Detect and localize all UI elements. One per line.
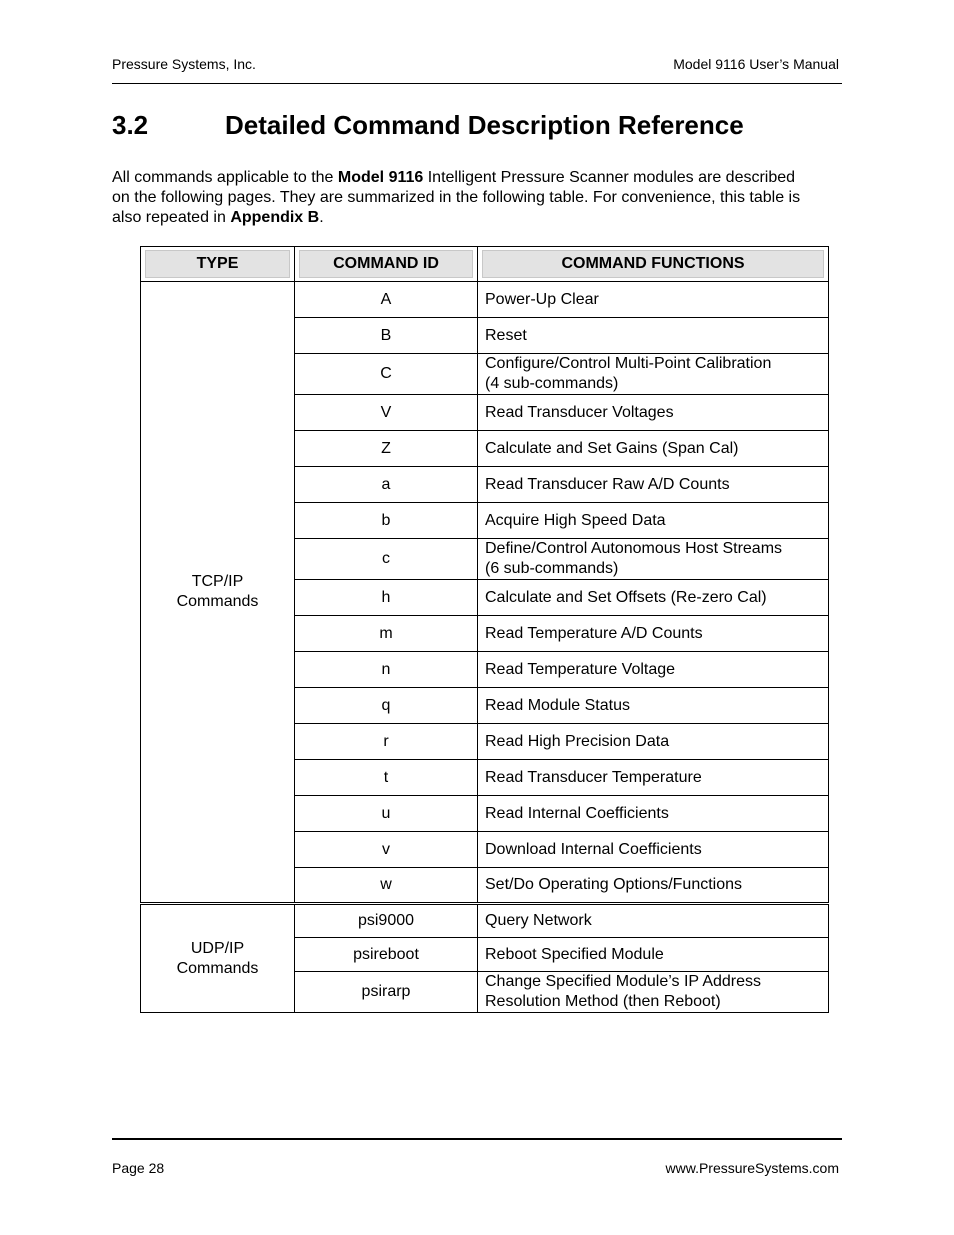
command-id-cell: t [295,760,478,796]
command-id-cell: v [295,832,478,868]
header-rule [112,83,842,84]
udp-type-cell [141,904,295,1013]
command-id-cell: m [295,616,478,652]
command-function-text: Acquire High Speed Data [485,511,666,529]
command-id-cell: h [295,580,478,616]
command-function-cell [478,652,829,688]
intro-text-1: All commands applicable to the [112,169,338,186]
command-function-text: Download Internal Coefficients [485,840,702,858]
command-function-cell [478,580,829,616]
command-function-cell [478,354,829,395]
intro-text-2: Intelligent Pressure Scanner modules are described on the following pages. They are summarized in the following table. For convenience, this table is also repeated in [112,169,801,226]
command-id-cell: Z [295,431,478,467]
section-title: Detailed Command Description Reference [225,110,744,140]
command-function-cell [478,760,829,796]
command-function-text: Read Transducer Temperature [485,768,702,786]
command-function-cell [478,318,829,354]
command-function-cell [478,688,829,724]
command-id-cell: q [295,688,478,724]
udp-type-label: UDP/IP [190,939,245,957]
command-function-text: Query Network [485,912,592,929]
command-id-cell: B [295,318,478,354]
table-header-row [141,247,829,282]
command-function-cell [478,503,829,539]
footer-website: www.PressureSystems.com [665,1160,839,1176]
command-function-cell [478,616,829,652]
header-manual-title: Model 9116 User’s Manual [673,56,839,72]
udp-type-label-2: Commands [176,959,259,977]
command-function-cell [478,431,829,467]
col-header-command-functions: COMMAND FUNCTIONS [478,247,829,282]
command-id-cell: V [295,395,478,431]
command-function-cell [478,395,829,431]
footer-page-number: Page 28 [112,1160,165,1176]
command-function-text: Read High Precision Data [485,732,670,750]
command-function-text: Calculate and Set Offsets (Re-zero Cal) [485,588,767,606]
command-function-text: Change Specified Module’s IP Address [485,973,762,990]
command-id-cell: psirarp [295,972,478,1013]
command-function-text-2: (6 sub-commands) [485,560,619,577]
command-function-cell [478,724,829,760]
col-header-type: TYPE [141,247,295,282]
command-function-cell [478,972,829,1013]
command-function-cell [478,796,829,832]
section-number: 3.2 [112,110,149,140]
command-function-text: Read Temperature Voltage [485,660,676,678]
command-function-text: Read Module Status [485,696,630,714]
command-id-cell: r [295,724,478,760]
command-id-cell: psireboot [295,938,478,972]
tcp-type-label: TCP/IP [191,573,244,590]
command-id-cell: C [295,354,478,395]
tcp-type-cell [141,282,295,904]
command-function-text: Calculate and Set Gains (Span Cal) [485,439,739,457]
command-function-cell [478,467,829,503]
command-function-cell [478,904,829,938]
command-function-cell [478,282,829,318]
command-function-text: Read Transducer Voltages [485,403,674,421]
command-function-text: Configure/Control Multi-Point Calibration [485,355,772,372]
header-company: Pressure Systems, Inc. [112,56,256,72]
command-function-text-2: (4 sub-commands) [485,375,619,392]
command-function-text: Define/Control Autonomous Host Streams [485,540,783,557]
intro-paragraph [112,168,812,228]
section-heading [112,110,744,141]
command-id-cell: u [295,796,478,832]
command-function-text: Read Internal Coefficients [485,804,669,822]
command-table [140,246,829,1013]
command-id-cell: a [295,467,478,503]
command-function-text: Reset [485,326,527,344]
command-id-cell: n [295,652,478,688]
command-function-text: Set/Do Operating Options/Functions [485,876,743,893]
command-function-text: Read Temperature A/D Counts [485,624,703,642]
command-id-cell: b [295,503,478,539]
command-function-text-2: Resolution Method (then Reboot) [485,993,721,1010]
footer-rule [112,1138,842,1140]
command-id-cell: psi9000 [295,904,478,938]
command-function-cell [478,868,829,904]
command-function-cell [478,832,829,868]
command-function-text: Power-Up Clear [485,290,599,308]
command-function-text: Read Transducer Raw A/D Counts [485,475,730,493]
command-function-cell [478,539,829,580]
command-function-cell [478,938,829,972]
tcp-type-label-2: Commands [176,593,259,610]
intro-text-3: . [319,209,324,226]
intro-bold-model: Model 9116 [337,169,424,186]
col-header-command-id: COMMAND ID [295,247,478,282]
command-id-cell: w [295,868,478,904]
command-id-cell: c [295,539,478,580]
intro-bold-appendix: Appendix B [230,209,320,226]
command-function-text: Reboot Specified Module [485,945,664,963]
command-id-cell: A [295,282,478,318]
table-row [141,282,829,318]
table-row [141,904,829,938]
